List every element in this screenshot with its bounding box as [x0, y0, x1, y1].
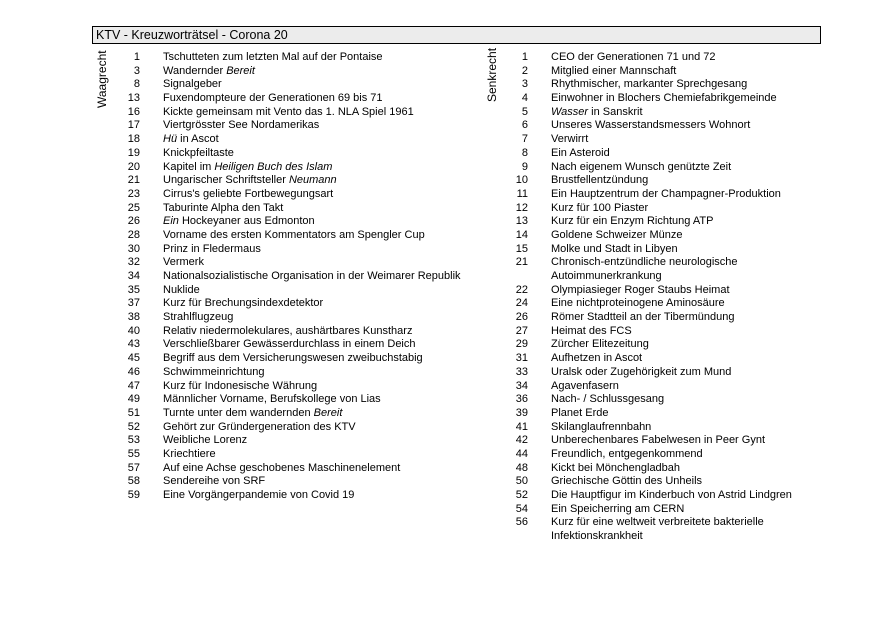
clue-text-plain: Vorname des ersten Kommentators am Spengler Cup — [163, 228, 425, 241]
clue-text-plain: Cirrus's geliebte Fortbewegungsart — [163, 187, 334, 200]
clue-number: 3 — [133, 64, 140, 77]
across-clue-row — [112, 243, 461, 257]
across-clue-row — [112, 393, 461, 407]
across-clue-row — [112, 51, 461, 65]
down-clue-row — [500, 393, 792, 407]
down-clue-row — [500, 161, 792, 175]
clue-text-plain: Molke und Stadt in Libyen — [551, 242, 678, 255]
clue-text-italic: Hü — [163, 133, 178, 146]
down-clue-row — [500, 229, 792, 243]
clue-text-plain: Turnte unter dem wandernden — [163, 406, 311, 419]
across-clue-row — [112, 202, 461, 216]
clue-text — [163, 202, 283, 216]
clue-text-plain: Auf eine Achse geschobenes Maschinenelement — [163, 461, 401, 474]
clue-text-plain: Prinz in Fledermaus — [163, 242, 261, 255]
clue-number: 39 — [515, 406, 528, 419]
clue-text — [163, 147, 234, 161]
clue-number: 56 — [515, 516, 528, 529]
clue-text — [551, 475, 702, 489]
across-clue-row — [112, 133, 461, 147]
across-clue-row — [112, 462, 461, 476]
clue-text-plain: Hockeyaner aus Edmonton — [178, 215, 315, 228]
clue-text-plain: Die Hauptfigur im Kinderbuch von Astrid Lindgren — [551, 489, 792, 501]
across-clue-row — [112, 297, 461, 311]
down-clue-row — [500, 119, 792, 133]
clue-number: 17 — [127, 119, 140, 132]
clue-text-plain: Relativ niedermolekulares, aushärtbares Kunstharz — [163, 324, 413, 337]
clue-text-plain: Signalgeber — [163, 78, 222, 91]
across-clue-row — [112, 256, 461, 270]
clue-text — [163, 489, 354, 503]
clue-text-plain: Nuklide — [163, 283, 200, 296]
clue-number: 41 — [515, 420, 528, 433]
clue-text-plain: Nach eigenem Wunsch genützte Zeit — [551, 160, 732, 173]
clue-text — [551, 119, 750, 133]
clue-number: 9 — [521, 160, 528, 173]
clue-text — [551, 51, 716, 65]
clue-text — [551, 448, 703, 462]
clue-text — [163, 215, 315, 229]
across-clue-row — [112, 174, 461, 188]
clue-text — [551, 161, 731, 175]
clue-text-italic: Heiligen Buch des Islam — [214, 160, 333, 173]
down-clue-row — [500, 202, 792, 216]
clue-text — [163, 380, 317, 394]
clue-text-plain: Zürcher Elitezeitung — [551, 338, 649, 351]
clue-text-plain: Eine Vorgängerpandemie von Covid 19 — [163, 489, 355, 501]
down-clue-row — [500, 421, 792, 435]
clue-text-plain: Brustfellentzündung — [551, 174, 649, 187]
down-clue-row — [500, 434, 792, 448]
clue-number: 52 — [127, 420, 140, 433]
clue-text-italic: Neumann — [288, 174, 337, 187]
down-section-label: Senkrecht — [485, 47, 499, 102]
across-clue-row — [112, 489, 461, 503]
clue-text — [163, 448, 216, 462]
clue-number: 18 — [127, 133, 140, 146]
down-clue-row — [500, 530, 792, 544]
clue-text — [163, 256, 204, 270]
clue-text — [551, 78, 747, 92]
clue-text — [551, 188, 781, 202]
down-clue-row — [500, 516, 792, 530]
down-clue-row — [500, 448, 792, 462]
clue-text — [551, 462, 680, 476]
clue-number: 24 — [515, 297, 528, 310]
clue-text — [551, 215, 713, 229]
clue-text-plain: Römer Stadtteil an der Tibermündung — [551, 311, 735, 324]
across-clue-row — [112, 270, 461, 284]
clue-text-plain: Männlicher Vorname, Berufskollege von Lias — [163, 393, 381, 406]
clue-number: 13 — [127, 92, 140, 105]
across-section-label: Waagrecht — [95, 50, 109, 108]
clue-number: 53 — [127, 434, 140, 447]
clue-text-plain: Unberechenbares Fabelwesen in Peer Gynt — [551, 434, 766, 447]
across-clue-row — [112, 229, 461, 243]
down-clue-row — [500, 174, 792, 188]
down-clue-row — [500, 243, 792, 257]
clue-text — [551, 311, 734, 325]
down-clue-row — [500, 352, 792, 366]
clue-text — [551, 229, 682, 243]
clue-text-plain: Nach- / Schlussgesang — [551, 393, 665, 406]
clue-text-plain: Freundlich, entgegenkommend — [551, 447, 703, 460]
clue-number: 15 — [515, 242, 528, 255]
clue-text — [163, 421, 356, 435]
clue-text-plain: Autoimmunerkrankung — [551, 270, 662, 282]
clue-number: 50 — [515, 475, 528, 488]
clue-text — [551, 530, 643, 544]
clue-text — [163, 434, 247, 448]
clue-number: 10 — [515, 174, 528, 187]
clue-text — [163, 393, 381, 407]
clue-text — [163, 243, 261, 257]
down-clue-row — [500, 65, 792, 79]
clue-text-plain: Planet Erde — [551, 406, 609, 419]
clue-text-plain: Nationalsozialistische Organisation in der Weimarer Republik — [163, 270, 461, 282]
clue-text-plain: in Sanskrit — [588, 105, 643, 118]
clue-text-plain: Viertgrösster See Nordamerikas — [163, 119, 320, 132]
across-clue-row — [112, 366, 461, 380]
clue-number: 48 — [515, 461, 528, 474]
clue-number: 20 — [127, 160, 140, 173]
across-clue-row — [112, 380, 461, 394]
down-clue-row — [500, 215, 792, 229]
clue-text-plain: in Ascot — [177, 133, 219, 146]
clue-text — [163, 188, 333, 202]
clue-text-plain: Strahlflugzeug — [163, 311, 234, 324]
clue-number: 6 — [521, 119, 528, 132]
clue-number: 57 — [127, 461, 140, 474]
across-clue-row — [112, 119, 461, 133]
clue-text — [551, 65, 676, 79]
clue-text-plain: Kickt bei Mönchengladbah — [551, 461, 681, 474]
clue-number: 42 — [515, 434, 528, 447]
clue-text — [551, 407, 608, 421]
down-clue-row — [500, 407, 792, 421]
clue-number: 25 — [127, 201, 140, 214]
clue-text-plain: Ein Hauptzentrum der Champagner-Produktion — [551, 187, 781, 200]
down-clue-row — [500, 284, 792, 298]
clue-text-plain: Aufhetzen in Ascot — [551, 352, 643, 365]
clue-number: 2 — [521, 64, 528, 77]
clue-text-plain: Griechische Göttin des Unheils — [551, 475, 703, 488]
down-clue-row — [500, 133, 792, 147]
clue-text — [163, 51, 383, 65]
across-clue-row — [112, 421, 461, 435]
clue-text — [163, 92, 383, 106]
across-clue-row — [112, 106, 461, 120]
clue-number: 8 — [521, 146, 528, 159]
across-clue-row — [112, 65, 461, 79]
clue-number: 23 — [127, 187, 140, 200]
clue-text-plain: Sendereihe von SRF — [163, 475, 266, 488]
clue-number: 45 — [127, 352, 140, 365]
clue-text-plain: Ein Asteroid — [551, 146, 610, 159]
clue-text-plain: Fuxendompteure der Generationen 69 bis 71 — [163, 92, 383, 105]
down-clue-row — [500, 297, 792, 311]
across-clue-row — [112, 352, 461, 366]
clue-number: 54 — [515, 502, 528, 515]
clue-number: 28 — [127, 228, 140, 241]
clue-number: 47 — [127, 379, 140, 392]
clue-text — [551, 338, 649, 352]
clue-number: 55 — [127, 447, 140, 460]
clue-number: 33 — [515, 365, 528, 378]
clue-number: 7 — [521, 133, 528, 146]
down-clue-row — [500, 78, 792, 92]
clue-text-plain: Schwimmeinrichtung — [163, 365, 265, 378]
down-clue-row — [500, 338, 792, 352]
across-clue-row — [112, 147, 461, 161]
clue-number: 34 — [127, 270, 140, 282]
clue-text — [551, 284, 730, 298]
clue-text — [163, 161, 332, 175]
clue-text-plain: Begriff aus dem Versicherungswesen zweibuchstabig — [163, 352, 423, 365]
clue-text-plain: Eine nichtproteinogene Aminosäure — [551, 297, 725, 310]
down-clue-row — [500, 51, 792, 65]
down-clue-row — [500, 462, 792, 476]
down-clue-row — [500, 311, 792, 325]
clue-number: 26 — [515, 311, 528, 324]
clue-text-plain: Kurz für Brechungsindexdetektor — [163, 297, 324, 310]
clue-text — [551, 106, 643, 120]
clue-text — [163, 78, 222, 92]
down-clue-list — [500, 51, 792, 544]
clue-number: 1 — [133, 51, 140, 63]
clue-text-plain: Mitglied einer Mannschaft — [551, 64, 677, 77]
clue-text-plain: Gehört zur Gründergeneration des KTV — [163, 420, 356, 433]
clue-number: 34 — [515, 379, 528, 392]
clue-number: 46 — [127, 365, 140, 378]
clue-text-italic: Wasser — [551, 105, 589, 118]
clue-number: 16 — [127, 105, 140, 118]
clue-number — [500, 530, 528, 544]
clue-number: 59 — [127, 489, 140, 501]
clue-text-plain: Infektionskrankheit — [551, 530, 643, 543]
clue-text-plain: Knickpfeiltaste — [163, 146, 234, 159]
clue-number: 58 — [127, 475, 140, 488]
clue-text-plain: Kurz für Indonesische Währung — [163, 379, 318, 392]
clue-text-plain: Taburinte Alpha den Takt — [163, 201, 284, 214]
clue-text-plain: Agavenfasern — [551, 379, 619, 392]
across-clue-row — [112, 284, 461, 298]
across-clue-row — [112, 325, 461, 339]
clue-text-plain: Olympiasieger Roger Staubs Heimat — [551, 283, 730, 296]
across-clue-row — [112, 434, 461, 448]
clue-text — [551, 325, 632, 339]
clue-text — [551, 147, 610, 161]
down-clue-row — [500, 106, 792, 120]
clue-text — [163, 284, 200, 298]
down-clue-row — [500, 147, 792, 161]
across-clue-row — [112, 475, 461, 489]
clue-text — [163, 338, 416, 352]
clue-text-plain: Kurz für ein Enzym Richtung ATP — [551, 215, 714, 228]
clue-text-italic: Bereit — [313, 406, 343, 419]
clue-number: 40 — [127, 324, 140, 337]
clue-number: 14 — [515, 228, 528, 241]
clue-text-plain: Chronisch-entzündliche neurologische — [551, 256, 738, 269]
clue-text-plain: Kickte gemeinsam mit Vento das 1. NLA Spiel 1961 — [163, 105, 414, 118]
clue-number: 21 — [515, 256, 528, 269]
clue-text-plain: Kurz für 100 Piaster — [551, 201, 649, 214]
clue-number: 44 — [515, 447, 528, 460]
clue-number: 13 — [515, 215, 528, 228]
across-clue-row — [112, 448, 461, 462]
clue-text — [551, 243, 678, 257]
clue-text — [551, 256, 738, 270]
across-clue-row — [112, 311, 461, 325]
across-clue-row — [112, 78, 461, 92]
clue-text-plain: Verwirrt — [551, 133, 589, 146]
clue-text-italic: Bereit — [226, 64, 255, 77]
clue-text — [163, 311, 233, 325]
clue-number: 30 — [127, 242, 140, 255]
across-clue-row — [112, 161, 461, 175]
clue-text-plain: Kurz für eine weltweit verbreitete bakterielle — [551, 516, 764, 529]
clue-text — [163, 106, 414, 120]
clue-text — [551, 421, 651, 435]
clue-text — [163, 475, 265, 489]
clue-text-plain: Ungarischer Schriftsteller — [163, 174, 286, 187]
clue-number: 43 — [127, 338, 140, 351]
clue-text — [163, 174, 337, 188]
clue-number: 5 — [521, 105, 528, 118]
clue-number: 3 — [521, 78, 528, 91]
clue-text — [551, 489, 792, 503]
clue-text-plain: Tschutteten zum letzten Mal auf der Pontaise — [163, 51, 383, 63]
clue-number: 11 — [516, 187, 528, 200]
clue-number — [500, 270, 528, 284]
clue-number: 22 — [515, 283, 528, 296]
clue-text-plain: Uralsk oder Zugehörigkeit zum Mund — [551, 365, 732, 378]
clue-text — [163, 366, 264, 380]
clue-number: 38 — [127, 311, 140, 324]
clue-text — [551, 297, 725, 311]
clue-text — [551, 270, 662, 284]
clue-text — [163, 297, 323, 311]
clue-number: 4 — [521, 92, 528, 105]
across-clue-row — [112, 188, 461, 202]
clue-text — [551, 516, 764, 530]
down-clue-row — [500, 256, 792, 270]
clue-text — [551, 133, 588, 147]
down-clue-row — [500, 188, 792, 202]
clue-text-italic: Ein — [163, 215, 179, 228]
clue-text — [163, 119, 319, 133]
clue-text — [163, 65, 255, 79]
clue-text-plain: Rhythmischer, markanter Sprechgesang — [551, 78, 748, 91]
clue-text — [551, 352, 642, 366]
clue-text-plain: Wandernder — [163, 64, 224, 77]
clue-text — [551, 366, 731, 380]
clue-text — [163, 133, 219, 147]
clue-number: 19 — [127, 146, 140, 159]
down-clue-row — [500, 503, 792, 517]
clue-number: 26 — [127, 215, 140, 228]
down-clue-row — [500, 325, 792, 339]
across-clue-row — [112, 338, 461, 352]
clue-text — [163, 229, 425, 243]
down-clue-row — [500, 380, 792, 394]
clue-number: 12 — [515, 201, 528, 214]
clue-text-plain: Kriechtiere — [163, 447, 216, 460]
clue-number: 1 — [521, 51, 528, 63]
clue-text-plain: Goldene Schweizer Münze — [551, 228, 683, 241]
clue-text-plain: Unseres Wasserstandsmessers Wohnort — [551, 119, 751, 132]
clue-number: 51 — [127, 406, 140, 419]
clue-number: 32 — [127, 256, 140, 269]
clue-text-plain: Weibliche Lorenz — [163, 434, 248, 447]
across-clue-row — [112, 215, 461, 229]
across-clue-list — [112, 51, 461, 503]
clue-text — [551, 393, 664, 407]
clue-text — [551, 503, 684, 517]
clue-text — [551, 434, 765, 448]
clue-text-plain: Verschließbarer Gewässerdurchlass in einem Deich — [163, 338, 416, 351]
down-clue-row — [500, 366, 792, 380]
clue-number: 52 — [515, 489, 528, 501]
across-clue-row — [112, 92, 461, 106]
down-clue-row — [500, 475, 792, 489]
clue-text-plain: CEO der Generationen 71 und 72 — [551, 51, 716, 63]
down-clue-row — [500, 489, 792, 503]
clue-text — [163, 325, 412, 339]
clue-text — [551, 92, 777, 106]
clue-text — [163, 270, 461, 284]
clue-number: 29 — [515, 338, 528, 351]
clue-text — [163, 352, 423, 366]
clue-number: 35 — [127, 283, 140, 296]
document-title: KTV - Kreuzworträtsel - Corona 20 — [92, 26, 821, 44]
clue-number: 49 — [127, 393, 140, 406]
clue-number: 31 — [515, 352, 528, 365]
clue-text-plain: Ein Speicherring am CERN — [551, 502, 685, 515]
clue-text-plain: Einwohner in Blochers Chemiefabrikgemeinde — [551, 92, 777, 105]
clue-text — [163, 462, 400, 476]
clue-text-plain: Skilanglaufrennbahn — [551, 420, 652, 433]
clue-text — [163, 407, 342, 421]
clue-text — [551, 380, 619, 394]
clue-number: 36 — [515, 393, 528, 406]
clue-number: 21 — [127, 174, 140, 187]
clue-text — [551, 202, 648, 216]
clue-number: 8 — [133, 78, 140, 91]
clue-number: 37 — [127, 297, 140, 310]
across-clue-row — [112, 407, 461, 421]
clue-text — [551, 174, 648, 188]
clue-number: 27 — [515, 324, 528, 337]
clue-text-plain: Heimat des FCS — [551, 324, 632, 337]
clue-text-plain: Vermerk — [163, 256, 204, 269]
down-clue-row — [500, 92, 792, 106]
down-clue-row — [500, 270, 792, 284]
clue-text-plain: Kapitel im — [163, 160, 212, 173]
